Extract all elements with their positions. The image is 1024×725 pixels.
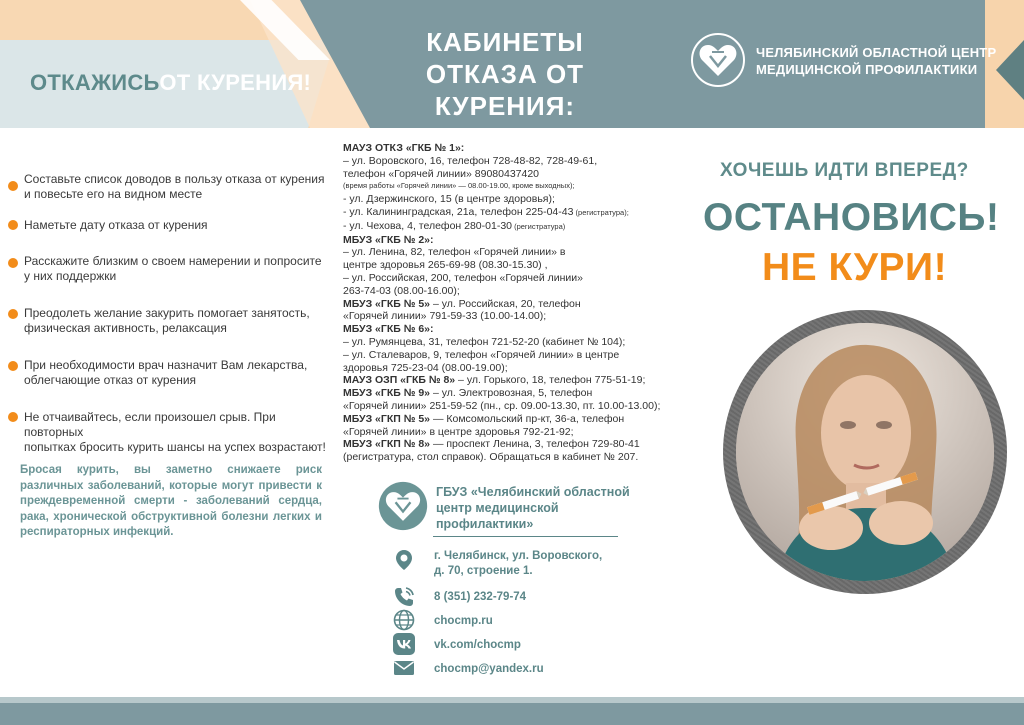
bullet-dot-icon xyxy=(8,258,18,268)
header-organization xyxy=(756,44,996,78)
contact-heading: МБУЗ «ГКБ № 6»: xyxy=(343,323,434,336)
org-website-link[interactable]: chocmp.ru xyxy=(434,615,493,627)
contact-line: «Горячей линии» 791-59-33 (10.00-14.00); xyxy=(343,310,547,323)
org-address xyxy=(434,549,602,579)
contact-heading: МБУЗ «ГКБ № 2»: xyxy=(343,233,434,246)
contact-line: – ул. Российская, 200, телефон «Горячей линии» xyxy=(343,271,584,284)
tip-item xyxy=(8,254,328,284)
logo-heart-icon xyxy=(690,32,746,88)
logo-heart-icon xyxy=(377,480,429,532)
org-vk-link[interactable]: vk.com/chocmp xyxy=(434,639,521,651)
cabinet-contacts xyxy=(343,142,683,464)
contact-line: (регистратура, стол справок). Обращаться в кабинет № 207. xyxy=(343,451,639,464)
contact-note: (регистратура) xyxy=(512,221,566,231)
contact-line: – ул. Ленина, 82, телефон «Горячей линии» в xyxy=(343,246,566,259)
org-name-line: профилактики» xyxy=(436,517,534,531)
tip-item xyxy=(8,410,328,455)
tip-item xyxy=(8,172,328,202)
bullet-dot-icon xyxy=(8,181,18,191)
tip-line: Наметьте дату отказа от курения xyxy=(24,218,208,232)
org-phone[interactable]: 8 (351) 232-79-74 xyxy=(434,591,527,603)
contact-line: «Горячей линии» 251-59-52 (пн., ср. 09.00-13.30, пт. 10.00-13.00); xyxy=(343,399,661,412)
tip-line: и повесьте его на видном месте xyxy=(24,187,203,201)
globe-icon xyxy=(392,608,416,632)
org-name xyxy=(436,484,630,532)
bullet-dot-icon xyxy=(8,220,18,230)
contact-text: — Комсомольский пр-кт, 36-а, телефон xyxy=(430,412,625,425)
contact-line: – ул. Румянцева, 31, телефон 721-52-20 (кабинет № 104); xyxy=(343,335,626,348)
contact-heading: МБУЗ «ГКБ № 5» xyxy=(343,297,431,310)
footer-bar xyxy=(0,697,1024,725)
tip-line: Не отчаивайтесь, если произошел срыв. При повторных xyxy=(24,410,276,439)
contact-line xyxy=(343,374,683,387)
tip-line: у них поддержки xyxy=(24,269,117,283)
tip-line: Составьте список доводов в пользу отказа от курения xyxy=(24,172,325,186)
contact-heading: МАУЗ ОТКЗ «ГКБ № 1»: xyxy=(343,142,465,154)
bullet-dot-icon xyxy=(8,309,18,319)
question-heading: ХОЧЕШЬ ИДТИ ВПЕРЕД? xyxy=(720,160,969,181)
bullet-dot-icon xyxy=(8,361,18,371)
header-slogan xyxy=(30,70,311,96)
tip-line: попытках бросить курить шансы на успех возрастают! xyxy=(24,440,326,454)
contact-line: – ул. Сталеваров, 9, телефон «Горячей линии» в центре xyxy=(343,348,620,361)
title-line1: КАБИНЕТЫ xyxy=(426,27,584,57)
woman-breaking-cigarette-image xyxy=(736,323,994,581)
footer-band xyxy=(0,697,1024,703)
slogan-part1: ОТКАЖИСЬ xyxy=(30,70,160,95)
contact-line: - ул. Дзержинского, 15 (в центре здоровья); xyxy=(343,193,555,206)
header-banner xyxy=(0,0,1024,128)
org-email-link[interactable]: chocmp@yandex.ru xyxy=(434,663,544,675)
org-name-line: ГБУЗ «Челябинский областной xyxy=(436,485,630,499)
warning-paragraph: Бросая курить, вы заметно снижаете риск различных заболеваний, которые могут привести к преждевременной смерти - заболеваний сердца, рака, хронической обструктивной болезни легких и респираторных инфекций. xyxy=(20,464,322,538)
slogan-part2: ОТ КУРЕНИЯ! xyxy=(159,70,312,95)
vk-icon xyxy=(392,632,416,656)
location-pin-icon xyxy=(392,548,416,572)
photo-illustration xyxy=(736,323,994,581)
contact-text: – ул. Российская, 20, телефон xyxy=(430,297,581,310)
header-org-line1: ЧЕЛЯБИНСКИЙ ОБЛАСТНОЙ ЦЕНТР xyxy=(756,45,997,60)
tip-line: При необходимости врач назначит Вам лекарства, xyxy=(24,358,308,372)
stop-heading: ОСТАНОВИСЬ! xyxy=(703,196,1000,239)
contact-line: – ул. Воровского, 16, телефон 728-48-82, 728-49-61, xyxy=(343,154,598,167)
contact-line xyxy=(343,387,683,400)
tip-line: облегчающие отказ от курения xyxy=(24,373,197,387)
contact-line xyxy=(343,206,683,220)
address-line: д. 70, строение 1. xyxy=(434,565,533,577)
contact-note: (время работы «Горячей линии» — 08.00-19.00, кроме выходных); xyxy=(343,181,575,191)
title-line2: ОТКАЗА ОТ КУРЕНИЯ: xyxy=(425,59,585,121)
address-line: г. Челябинск, ул. Воровского, xyxy=(434,550,603,562)
contact-line: здоровья 725-23-04 (08.00-19.00); xyxy=(343,361,508,374)
contact-heading: МАУЗ ОЗП «ГКБ № 8» xyxy=(343,374,456,387)
contact-line: 263-74-03 (08.00-16.00); xyxy=(343,284,460,297)
contact-line xyxy=(343,438,683,451)
contact-text: — проспект Ленина, 3, телефон 729-80-41 xyxy=(430,438,640,451)
contact-line: центре здоровья 265-69-98 (08.30-15.30) , xyxy=(343,259,548,272)
contact-text: – ул. Горького, 18, телефон 775-51-19; xyxy=(455,374,646,387)
contact-heading: МБУЗ «ГКП № 5» xyxy=(343,412,431,425)
tip-item xyxy=(8,358,328,388)
contact-heading: МБУЗ «ГКП № 8» xyxy=(343,438,431,451)
dont-smoke-heading: НЕ КУРИ! xyxy=(762,246,948,289)
page-title xyxy=(360,26,650,122)
header-org-line2: МЕДИЦИНСКОЙ ПРОФИЛАКТИКИ xyxy=(756,62,978,77)
org-name-line: центр медицинской xyxy=(436,501,559,515)
contact-line: «Горячей линии» в центре здоровья 792-21-92; xyxy=(343,425,574,438)
contact-heading: МБУЗ «ГКБ № 9» xyxy=(343,387,431,400)
contact-text: - ул. Чехова, 4, телефон 280-01-30 xyxy=(343,219,512,232)
contact-line: телефон «Горячей линии» 89080437420 xyxy=(343,167,540,180)
photo-frame xyxy=(723,310,1007,594)
tip-line: физическая активность, релаксация xyxy=(24,321,227,335)
contact-line xyxy=(343,220,683,234)
tip-line: Расскажите близким о своем намерении и попросите xyxy=(24,254,322,268)
tip-item xyxy=(8,306,328,336)
tip-line: Преодолеть желание закурить помогает занятость, xyxy=(24,306,310,320)
divider xyxy=(433,536,618,537)
phone-icon xyxy=(392,585,416,609)
contact-line xyxy=(343,413,683,426)
contact-note: (регистратура); xyxy=(573,207,629,217)
tip-item xyxy=(8,218,328,233)
contact-text: – ул. Электровозная, 5, телефон xyxy=(430,387,593,400)
contact-text: - ул. Калининградская, 21а, телефон 225-04-43 xyxy=(343,205,574,218)
email-icon xyxy=(392,656,416,680)
bullet-dot-icon xyxy=(8,412,18,422)
contact-line xyxy=(343,298,683,311)
